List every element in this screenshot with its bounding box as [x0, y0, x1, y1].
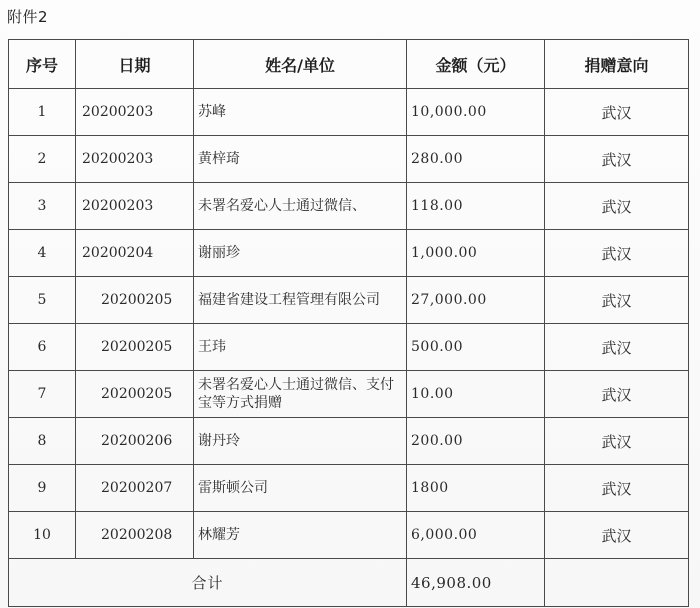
total-intent-empty: [545, 559, 689, 607]
table-row: [9, 512, 689, 559]
table-row: [9, 277, 689, 324]
cell-intent: 武汉: [545, 277, 689, 324]
cell-seq: 4: [9, 230, 76, 277]
cell-name: 苏峰: [194, 89, 407, 136]
cell-date: 20200207: [76, 465, 194, 512]
cell-seq: 1: [9, 89, 76, 136]
cell-amount: 280.00: [407, 136, 545, 183]
table-row: [9, 465, 689, 512]
cell-name: 王玮: [194, 324, 407, 371]
cell-date: 20200203: [76, 136, 194, 183]
cell-amount: 1800: [407, 465, 545, 512]
total-row: [9, 559, 689, 607]
cell-date: 20200204: [76, 230, 194, 277]
cell-intent: 武汉: [545, 324, 689, 371]
cell-seq: 3: [9, 183, 76, 230]
document-title: 附件2: [7, 8, 49, 26]
total-amount: 46,908.00: [407, 559, 545, 607]
cell-intent: 武汉: [545, 183, 689, 230]
table-row: [9, 136, 689, 183]
cell-date: 20200203: [76, 183, 194, 230]
cell-date: 20200206: [76, 418, 194, 465]
cell-amount: 118.00: [407, 183, 545, 230]
cell-seq: 5: [9, 277, 76, 324]
table-header-row: [9, 40, 689, 89]
cell-intent: 武汉: [545, 418, 689, 465]
header-seq: 序号: [9, 40, 76, 89]
cell-date: 20200205: [76, 277, 194, 324]
cell-amount: 10,000.00: [407, 89, 545, 136]
cell-date: 20200203: [76, 89, 194, 136]
cell-intent: 武汉: [545, 465, 689, 512]
cell-name: 未署名爱心人士通过微信、: [194, 183, 407, 230]
cell-date: 20200205: [76, 324, 194, 371]
cell-intent: 武汉: [545, 136, 689, 183]
cell-name: 未署名爱心人士通过微信、支付宝等方式捐赠: [194, 371, 407, 418]
cell-name: 黄梓琦: [194, 136, 407, 183]
cell-date: 20200205: [76, 371, 194, 418]
cell-seq: 9: [9, 465, 76, 512]
cell-seq: 10: [9, 512, 76, 559]
cell-name: 福建省建设工程管理有限公司: [194, 277, 407, 324]
table-row: [9, 324, 689, 371]
table-row: [9, 230, 689, 277]
table-row: [9, 89, 689, 136]
table-row: [9, 183, 689, 230]
cell-name: 谢丽珍: [194, 230, 407, 277]
cell-amount: 500.00: [407, 324, 545, 371]
cell-seq: 8: [9, 418, 76, 465]
header-date: 日期: [76, 40, 194, 89]
cell-name: 林耀芳: [194, 512, 407, 559]
table-row: [9, 371, 689, 418]
cell-amount: 1,000.00: [407, 230, 545, 277]
cell-seq: 6: [9, 324, 76, 371]
cell-name: 谢丹玲: [194, 418, 407, 465]
cell-name: 雷斯顿公司: [194, 465, 407, 512]
cell-intent: 武汉: [545, 230, 689, 277]
cell-seq: 2: [9, 136, 76, 183]
cell-amount: 200.00: [407, 418, 545, 465]
header-amount: 金额（元）: [407, 40, 545, 89]
cell-intent: 武汉: [545, 512, 689, 559]
header-name: 姓名/单位: [194, 40, 407, 89]
header-intent: 捐赠意向: [545, 40, 689, 89]
donation-table: [8, 39, 689, 607]
cell-seq: 7: [9, 371, 76, 418]
cell-intent: 武汉: [545, 371, 689, 418]
cell-date: 20200208: [76, 512, 194, 559]
table-row: [9, 418, 689, 465]
cell-amount: 6,000.00: [407, 512, 545, 559]
cell-intent: 武汉: [545, 89, 689, 136]
total-label: 合计: [9, 559, 407, 607]
cell-amount: 27,000.00: [407, 277, 545, 324]
cell-amount: 10.00: [407, 371, 545, 418]
